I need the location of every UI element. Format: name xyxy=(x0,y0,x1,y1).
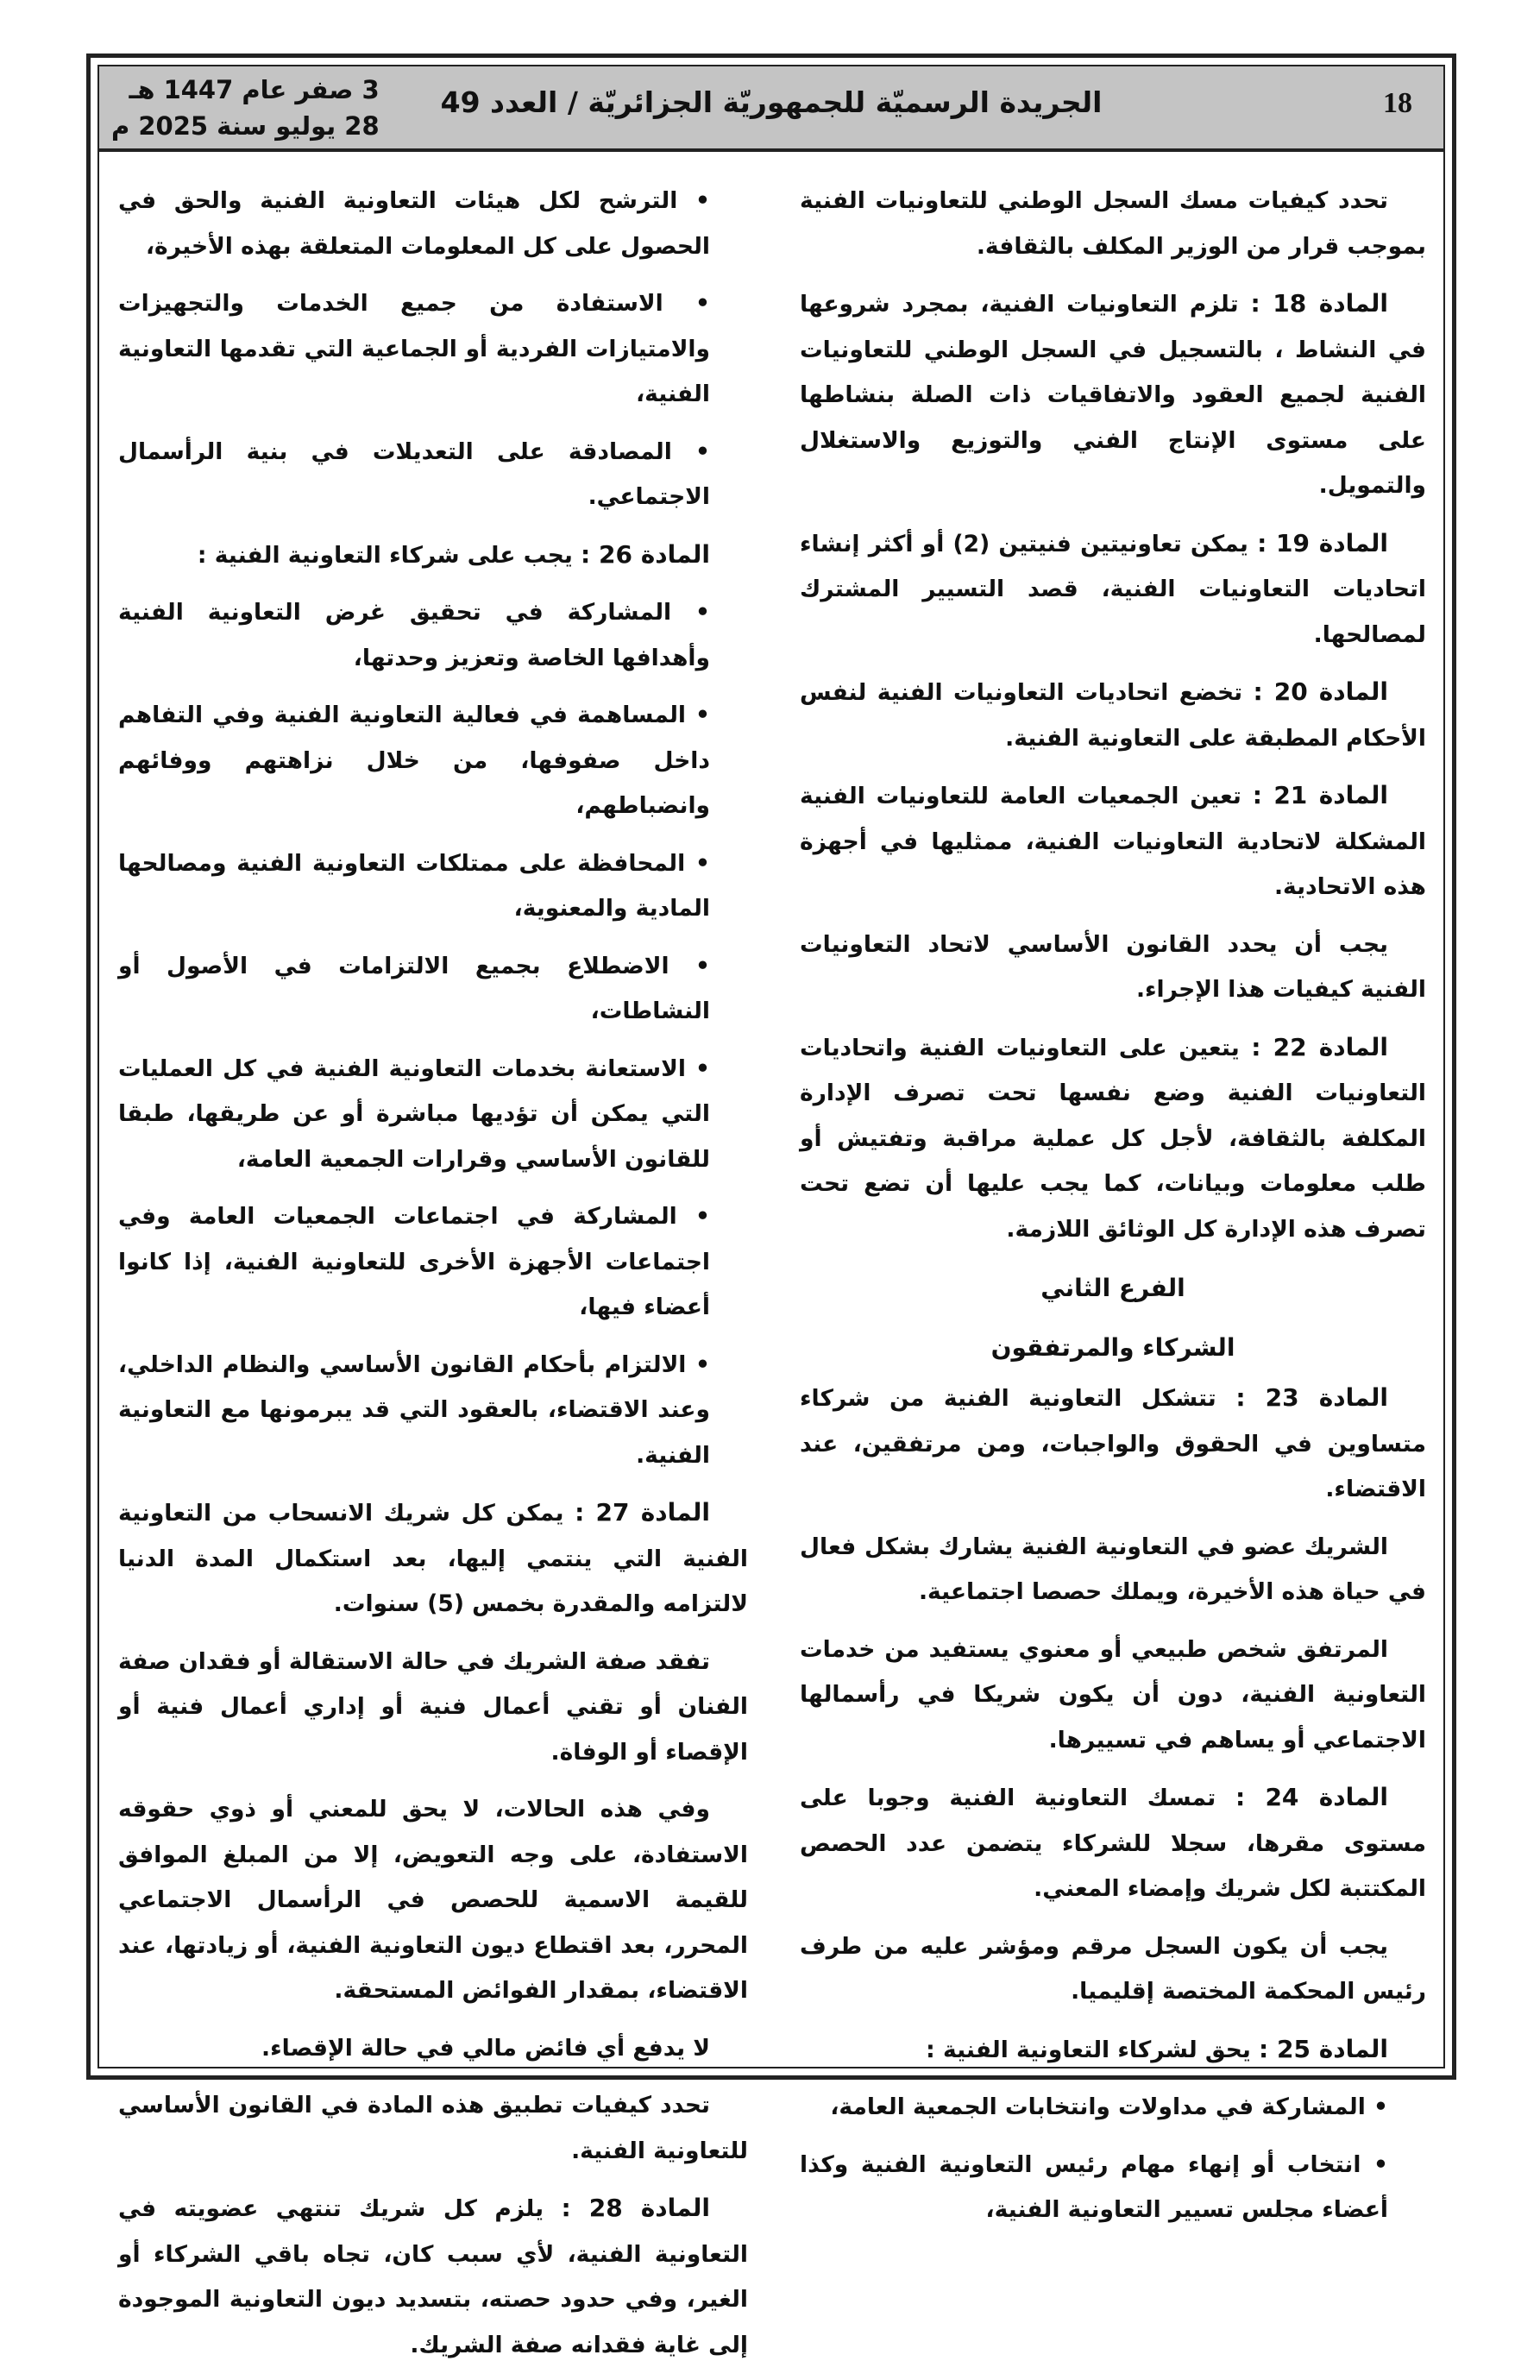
paragraph xyxy=(118,2083,748,2174)
paragraph xyxy=(800,1628,1426,1764)
paragraph xyxy=(118,1787,748,2014)
bullet-item xyxy=(118,1194,748,1331)
bullet-item xyxy=(118,179,748,269)
page-number: 18 xyxy=(1383,87,1412,119)
paragraph-text: وفي هذه الحالات، لا يحق للمعني أو ذوي حقوقه الاستفادة، على وجه التعويض، إلا من المبلغ الموافق للقيمة الاسمية للحصص في الرأسمال الاجتماعي المحرر، بعد اقتطاع ديون التعاونية الفنية، أو زيادتها، عند الاقتضاء، بمقدار الفوائض المستحقة. xyxy=(118,1796,748,2004)
article-number: المادة 25 : xyxy=(1259,2034,1388,2063)
bullet-item xyxy=(800,2085,1426,2131)
paragraph-text: تخضع اتحاديات التعاونيات الفنية لنفس الأحكام المطبقة على التعاونية الفنية. xyxy=(800,679,1426,752)
paragraph-text: • انتخاب أو إنهاء مهام رئيس التعاونية الفنية وكذا أعضاء مجلس تسيير التعاونية الفنية، xyxy=(800,2150,1388,2223)
article-paragraph xyxy=(800,773,1426,910)
article-paragraph xyxy=(118,2186,748,2368)
paragraph xyxy=(800,922,1426,1013)
paragraph-text: • المحافظة على ممتلكات التعاونية الفنية ومصالحها المادية والمعنوية، xyxy=(118,849,710,922)
article-paragraph xyxy=(118,532,748,579)
article-number: المادة 26 : xyxy=(581,539,710,569)
paragraph xyxy=(118,1640,748,1776)
bullet-item xyxy=(118,1047,748,1183)
paragraph-text: • المساهمة في فعالية التعاونية الفنية وفي التفاهم داخل صفوفها، من خلال نزاهتهم ووفائهم وانضباطهم، xyxy=(118,702,710,819)
page-frame-inner xyxy=(97,65,1445,2358)
page-frame xyxy=(86,54,1456,2358)
article-paragraph xyxy=(800,1376,1426,1513)
article-number: المادة 18 : xyxy=(1250,289,1388,318)
article-number: المادة 24 : xyxy=(1235,1783,1388,1811)
article-paragraph xyxy=(800,1025,1426,1253)
paragraph-text: يجب على شركاء التعاونية الفنية : xyxy=(197,541,581,569)
article-number: المادة 27 : xyxy=(575,1498,710,1527)
paragraph-text: • المصادقة على التعديلات في بنية الرأسمال الاجتماعي. xyxy=(118,438,710,510)
bullet-item xyxy=(118,944,748,1035)
paragraph-text: يلزم كل شريك تنتهي عضويته في التعاونية الفنية، لأي سبب كان، تجاه باقي الشركاء أو الغير، وفي حدود حصته، بتسديد ديون التعاونية الموجودة إلى غاية فقدانه صفة الشريك. xyxy=(118,2195,748,2358)
article-number: المادة 19 : xyxy=(1257,528,1388,557)
paragraph-text: • المشاركة في تحقيق غرض التعاونية الفنية وأهدافها الخاصة وتعزيز وحدتها، xyxy=(118,599,710,671)
paragraph-text: • الاستعانة بخدمات التعاونية الفنية في كل العمليات التي يمكن أن تؤديها مباشرة أو عن طريقها، طبقا للقانون الأساسي وقرارات الجمعية العامة، xyxy=(118,1055,710,1173)
paragraph-text: • المشاركة في مداولات وانتخابات الجمعية العامة، xyxy=(830,2094,1388,2120)
section-title: الفرع الثاني xyxy=(1040,1274,1185,1302)
paragraph-text: تحدد كيفيات تطبيق هذه المادة في القانون الأساسي للتعاونية الفنية. xyxy=(118,2092,748,2164)
paragraph-text: يحق لشركاء التعاونية الفنية : xyxy=(926,2036,1260,2063)
gazette-title: الجريدة الرسميّة للجمهوريّة الجزائريّة / العدد 49 xyxy=(440,85,1103,119)
bullet-item xyxy=(118,430,748,520)
paragraph xyxy=(800,179,1426,269)
article-number: المادة 20 : xyxy=(1253,677,1389,706)
paragraph-text: تحدد كيفيات مسك السجل الوطني للتعاونيات الفنية بموجب قرار من الوزير المكلف بالثقافة. xyxy=(800,187,1426,260)
paragraph-text: • الاستفادة من جميع الخدمات والتجهيزات والامتيازات الفردية أو الجماعية التي تقدمها التعاونية الفنية، xyxy=(118,290,710,407)
paragraph-text: المرتفق شخص طبيعي أو معنوي يستفيد من خدمات التعاونية الفنية، دون أن يكون شريكا في رأسمالها الاجتماعي أو يساهم في تسييرها. xyxy=(800,1635,1426,1754)
article-paragraph xyxy=(118,1490,748,1628)
bullet-item xyxy=(118,281,748,418)
paragraph-text: • المشاركة في اجتماعات الجمعيات العامة وفي اجتماعات الأجهزة الأخرى للتعاونية الفنية، إذا كانوا أعضاء فيها، xyxy=(118,1203,710,1320)
article-paragraph xyxy=(800,1775,1426,1912)
paragraph-text: يمكن كل شريك الانسحاب من التعاونية الفنية التي ينتمي إليها، بعد استكمال المدة الدنيا لالتزامه والمقدرة بخمس (5) سنوات. xyxy=(118,1500,748,1617)
page-header xyxy=(99,66,1443,152)
article-paragraph xyxy=(800,2027,1426,2074)
bullet-item xyxy=(118,693,748,829)
paragraph-text: الشريك عضو في التعاونية الفنية يشارك بشكل فعال في حياة هذه الأخيرة، ويملك حصصا اجتماعية. xyxy=(800,1533,1426,1605)
article-number: المادة 22 : xyxy=(1251,1032,1389,1061)
paragraph xyxy=(800,1924,1426,2015)
section-subtitle: الشركاء والمرتفقون xyxy=(990,1332,1235,1362)
issue-date xyxy=(111,72,380,144)
paragraph-text: يتعين على التعاونيات الفنية واتحاديات التعاونيات الفنية وضع نفسها تحت تصرف الإدارة المكلفة بالثقافة، لأجل كل عملية مراقبة وتفتيش أو طلب معلومات وبيانات، كما يجب عليها أن تضع تحت تصرف هذه الإدارة كل الوثائق اللازمة. xyxy=(800,1034,1426,1243)
paragraph-text: يمكن تعاونيتين فنيتين (2) أو أكثر إنشاء اتحاديات التعاونيات الفنية، قصد التسيير المشترك لمصالحها. xyxy=(800,530,1426,648)
paragraph-text: • الترشح لكل هيئات التعاونية الفنية والحق في الحصول على كل المعلومات المتعلقة بهذه الأخيرة، xyxy=(118,187,710,260)
paragraph-text: تعين الجمعيات العامة للتعاونيات الفنية المشكلة لاتحادية التعاونيات الفنية، ممثليها في أجهزة هذه الاتحادية. xyxy=(800,783,1426,900)
article-paragraph xyxy=(800,521,1426,658)
date-gregorian: 28 يوليو سنة 2025 م xyxy=(111,111,380,141)
article-paragraph xyxy=(800,670,1426,761)
paragraph-text: تلزم التعاونيات الفنية، بمجرد شروعها في النشاط ، بالتسجيل في السجل الوطني للتعاونيات الفنية لجميع العقود والاتفاقيات ذات الصلة بنشاطها على مستوى الإنتاج الفني والتوزيع والاستغلال والتمويل. xyxy=(800,291,1426,499)
paragraph xyxy=(118,2026,748,2072)
paragraph xyxy=(800,1525,1426,1615)
paragraph-text: تتشكل التعاونية الفنية من شركاء متساوين في الحقوق والواجبات، ومن مرتفقين، عند الاقتضاء. xyxy=(800,1385,1426,1502)
article-number: المادة 21 : xyxy=(1252,781,1388,809)
article-number: المادة 23 : xyxy=(1235,1383,1388,1412)
date-hijri: 3 صفر عام 1447 هـ xyxy=(129,75,380,104)
bullet-item xyxy=(118,841,748,932)
paragraph-text: يجب أن يحدد القانون الأساسي لاتحاد التعاونيات الفنية كيفيات هذا الإجراء. xyxy=(800,930,1426,1003)
paragraph-text: تمسك التعاونية الفنية وجوبا على مستوى مقرها، سجلا للشركاء يتضمن عدد الحصص المكتتبة لكل شريك وإمضاء المعني. xyxy=(800,1785,1426,1902)
article-number: المادة 28 : xyxy=(561,2194,711,2222)
right-column xyxy=(800,179,1426,2245)
paragraph-text: يجب أن يكون السجل مرقم ومؤشر عليه من طرف رئيس المحكمة المختصة إقليميا. xyxy=(800,1932,1426,2005)
paragraph-text: • الاضطلاع بجميع الالتزامات في الأصول أو النشاطات، xyxy=(118,952,710,1024)
bullet-item xyxy=(800,2143,1426,2233)
bullet-item xyxy=(118,590,748,681)
paragraph-text: تفقد صفة الشريك في حالة الاستقالة أو فقدان صفة الفنان أو تقني أعمال فنية أو إداري أعمال فنية أو الإقصاء أو الوفاة. xyxy=(118,1647,748,1766)
paragraph-text: لا يدفع أي فائض مالي في حالة الإقصاء. xyxy=(261,2034,710,2062)
paragraph-text: • الالتزام بأحكام القانون الأساسي والنظام الداخلي، وعند الاقتضاء، بالعقود التي قد يبرمونها مع التعاونية الفنية. xyxy=(118,1351,710,1469)
left-column xyxy=(118,179,748,2380)
bullet-item xyxy=(118,1343,748,1479)
article-paragraph xyxy=(800,281,1426,509)
